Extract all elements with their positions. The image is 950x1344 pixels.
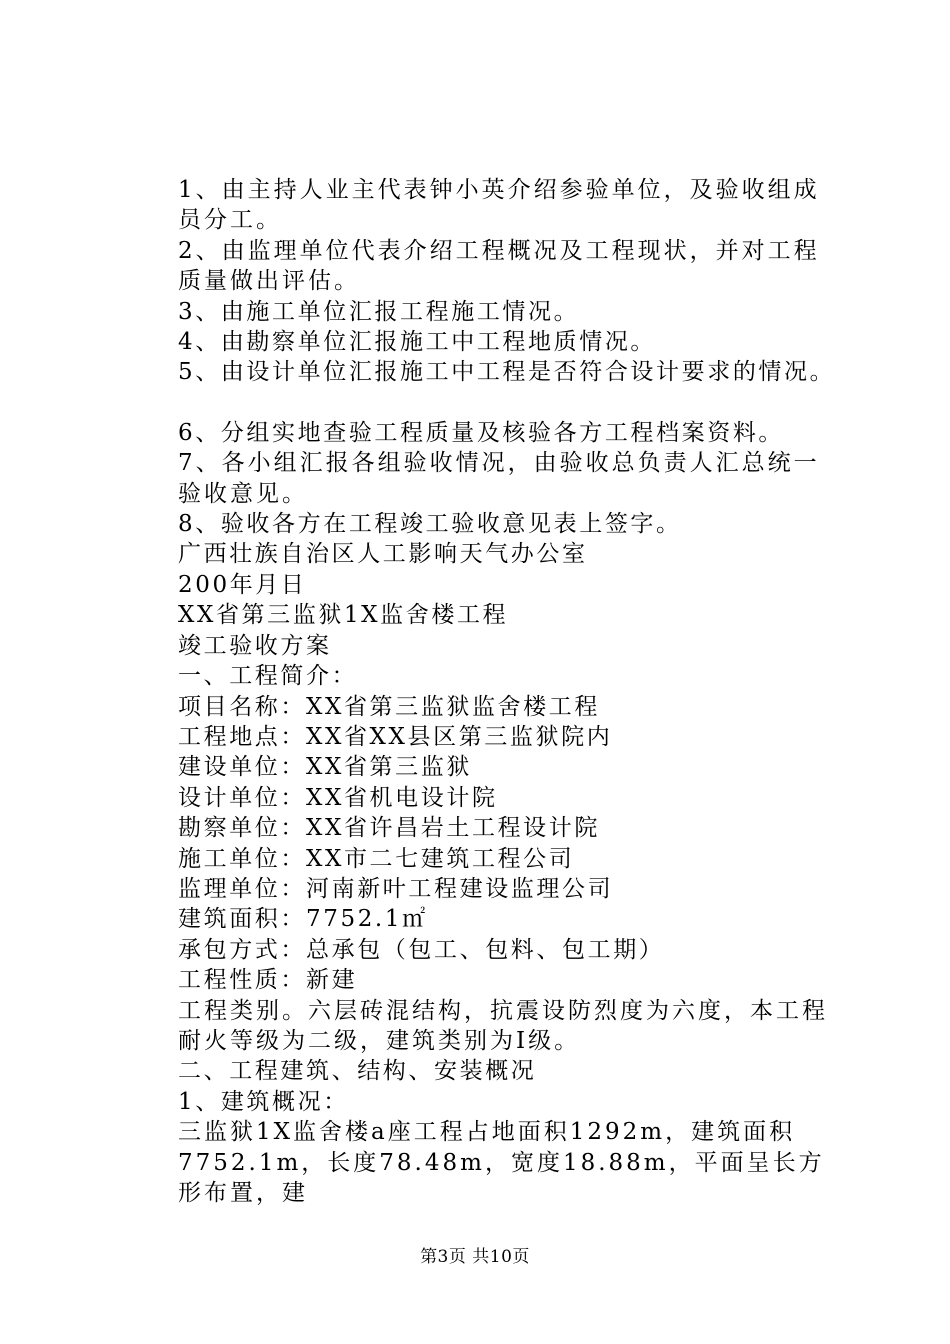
project-title: XX省第三监狱1X监舍楼工程 (178, 602, 509, 629)
paragraph-step-1: 1、由主持人业主代表钟小英介绍参验单位，及验收组成员分工。 (178, 177, 820, 234)
info-construction-unit: 建设单位：XX省第三监狱 (178, 754, 472, 781)
paragraph-step-4: 4、由勘察单位汇报施工中工程地质情况。 (178, 329, 657, 356)
paragraph-step-2: 2、由监理单位代表介绍工程概况及工程现状，并对工程质量做出评估。 (178, 237, 820, 295)
section-heading-construction: 二、工程建筑、结构、安装概况 (178, 1058, 537, 1085)
info-survey-unit: 勘察单位：XX省许昌岩土工程设计院 (178, 815, 600, 842)
organization-name: 广西壮族自治区人工影响天气办公室 (178, 541, 588, 568)
info-supervision-unit: 监理单位：河南新叶工程建设监理公司 (178, 875, 614, 902)
date-line: 200年月日 (178, 571, 307, 598)
info-location: 工程地点：XX省XX县区第三监狱院内 (178, 723, 613, 750)
subsection-heading-building: 1、建筑概况： (178, 1088, 349, 1115)
info-builder-unit: 施工单位：XX市二七建筑工程公司 (178, 845, 575, 872)
plan-title: 竣工验收方案 (178, 632, 332, 659)
info-design-unit: 设计单位：XX省机电设计院 (178, 784, 498, 811)
paragraph-step-5: 5、由设计单位汇报施工中工程是否符合设计要求的情况。 (178, 359, 836, 386)
info-project-category: 工程类别。六层砖混结构，抗震设防烈度为六度，本工程耐火等级为二级，建筑类别为Ⅰ级。 (178, 997, 828, 1054)
paragraph-step-6: 6、分组实地查验工程质量及核验各方工程档案资料。 (178, 419, 785, 446)
document-body (130, 175, 835, 1208)
paragraph-step-8: 8、验收各方在工程竣工验收意见表上签字。 (178, 511, 682, 538)
info-project-nature: 工程性质：新建 (178, 967, 358, 994)
paragraph-gap (130, 388, 835, 418)
section-heading-overview: 一、工程简介： (178, 663, 358, 690)
info-project-name: 项目名称：XX省第三监狱监舍楼工程 (178, 693, 600, 720)
info-contract-type: 承包方式：总承包（包工、包料、包工期） (178, 936, 665, 963)
info-building-area: 建筑面积：7752.1㎡ (178, 906, 428, 933)
page-footer: 第3页 共10页 (420, 1247, 530, 1267)
paragraph-step-7: 7、各小组汇报各组验收情况，由验收总负责人汇总统一验收意见。 (178, 450, 820, 507)
paragraph-step-3: 3、由施工单位汇报工程施工情况。 (178, 298, 580, 325)
paragraph-building-overview: 三监狱1X监舍楼a座工程占地面积1292m，建筑面积7752.1m，长度78.48m，宽度18.88m，平面呈长方形布置，建 (178, 1119, 825, 1206)
